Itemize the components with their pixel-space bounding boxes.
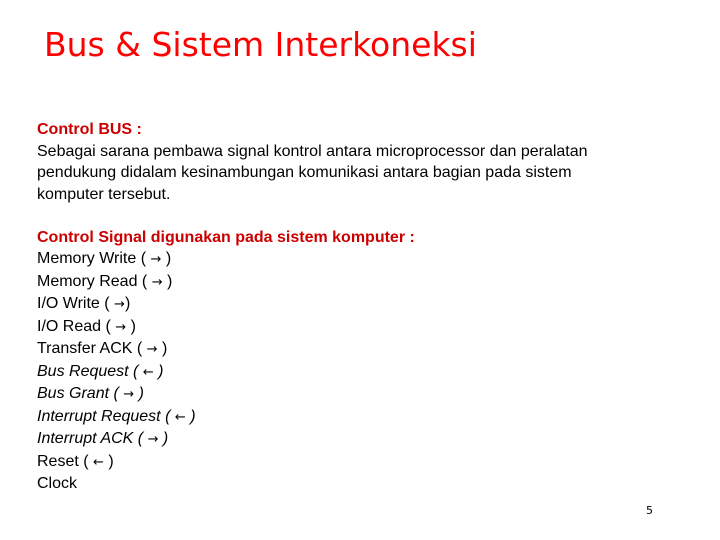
control-signal-paren-open: ( [101, 317, 116, 335]
control-signal-item [37, 428, 677, 451]
control-signal-paren-close: ) [161, 250, 172, 267]
control-signal-label: Memory Write [37, 250, 137, 267]
right-arrow-icon: → [115, 319, 127, 335]
control-signal-item [37, 248, 677, 271]
slide-title: Bus & Sistem Interkoneksi [44, 25, 477, 64]
control-signal-paren-close: ) [157, 340, 168, 357]
control-signal-paren-open: ( [137, 272, 152, 290]
left-arrow-icon: ← [93, 454, 104, 470]
control-signal-paren-close: ) [158, 430, 169, 447]
section-spacer [37, 205, 677, 227]
control-signal-paren-close: ) [185, 407, 196, 425]
control-signal-item [37, 293, 677, 316]
control-signal-item [37, 383, 677, 406]
control-signal-label: Reset [37, 452, 79, 470]
right-arrow-icon: → [150, 252, 162, 267]
control-signal-paren-open: ( [160, 407, 175, 425]
control-signal-paren-open: ( [128, 362, 143, 380]
control-signal-item [37, 338, 677, 361]
control-signal-paren-close: ) [162, 272, 173, 290]
control-signal-label: Clock [37, 475, 78, 492]
control-signal-item [37, 406, 677, 429]
control-signal-paren-open: ( [133, 430, 148, 447]
control-signal-label: I/O Write [37, 295, 100, 312]
control-signal-paren-open: ( [99, 295, 115, 312]
left-arrow-icon: ← [174, 409, 186, 425]
control-signal-list [37, 248, 677, 495]
control-signal-label: Interrupt ACK [37, 430, 134, 447]
control-signal-label: Transfer ACK [37, 340, 133, 357]
page-number: 5 [646, 504, 653, 517]
control-signal-item [37, 316, 677, 339]
control-signal-paren-close: ) [103, 452, 114, 470]
control-signal-paren-close: ) [153, 362, 164, 380]
control-bus-heading: Control BUS : [37, 121, 142, 138]
control-signal-label: Interrupt Request [37, 407, 161, 425]
control-signal-paren-close: ) [134, 385, 144, 402]
control-signal-label: Memory Read [37, 272, 138, 290]
control-signal-paren-open: ( [132, 340, 147, 357]
control-signal-label: I/O Read [37, 317, 102, 335]
control-signal-paren-close: ) [126, 317, 136, 335]
right-arrow-icon: → [146, 342, 158, 357]
right-arrow-icon: → [123, 387, 135, 402]
control-signal-item [37, 451, 677, 474]
control-signal-paren-open: ( [136, 250, 151, 267]
control-bus-description-line: pendukung didalam kesinambungan komunikasi antara bagian pada sistem [37, 164, 572, 181]
control-signal-item [37, 473, 677, 495]
control-signal-heading: Control Signal digunakan pada sistem komputer : [37, 228, 415, 246]
control-signal-paren-open: ( [109, 385, 124, 402]
control-signal-paren-open: ( [78, 452, 94, 470]
control-signal-label: Bus Request [37, 362, 129, 380]
control-bus-description-line: Sebagai sarana pembawa signal kontrol antara microprocessor dan peralatan [37, 142, 588, 160]
control-signal-item [37, 271, 677, 294]
control-signal-item [37, 361, 677, 384]
slide-content [37, 119, 677, 495]
control-bus-description-line: komputer tersebut. [37, 185, 171, 203]
right-arrow-icon: → [151, 274, 163, 290]
control-signal-label: Bus Grant [37, 385, 110, 402]
control-signal-paren-close: ) [124, 295, 131, 312]
left-arrow-icon: ← [142, 364, 154, 380]
right-arrow-icon: → [114, 297, 125, 312]
right-arrow-icon: → [147, 432, 159, 447]
